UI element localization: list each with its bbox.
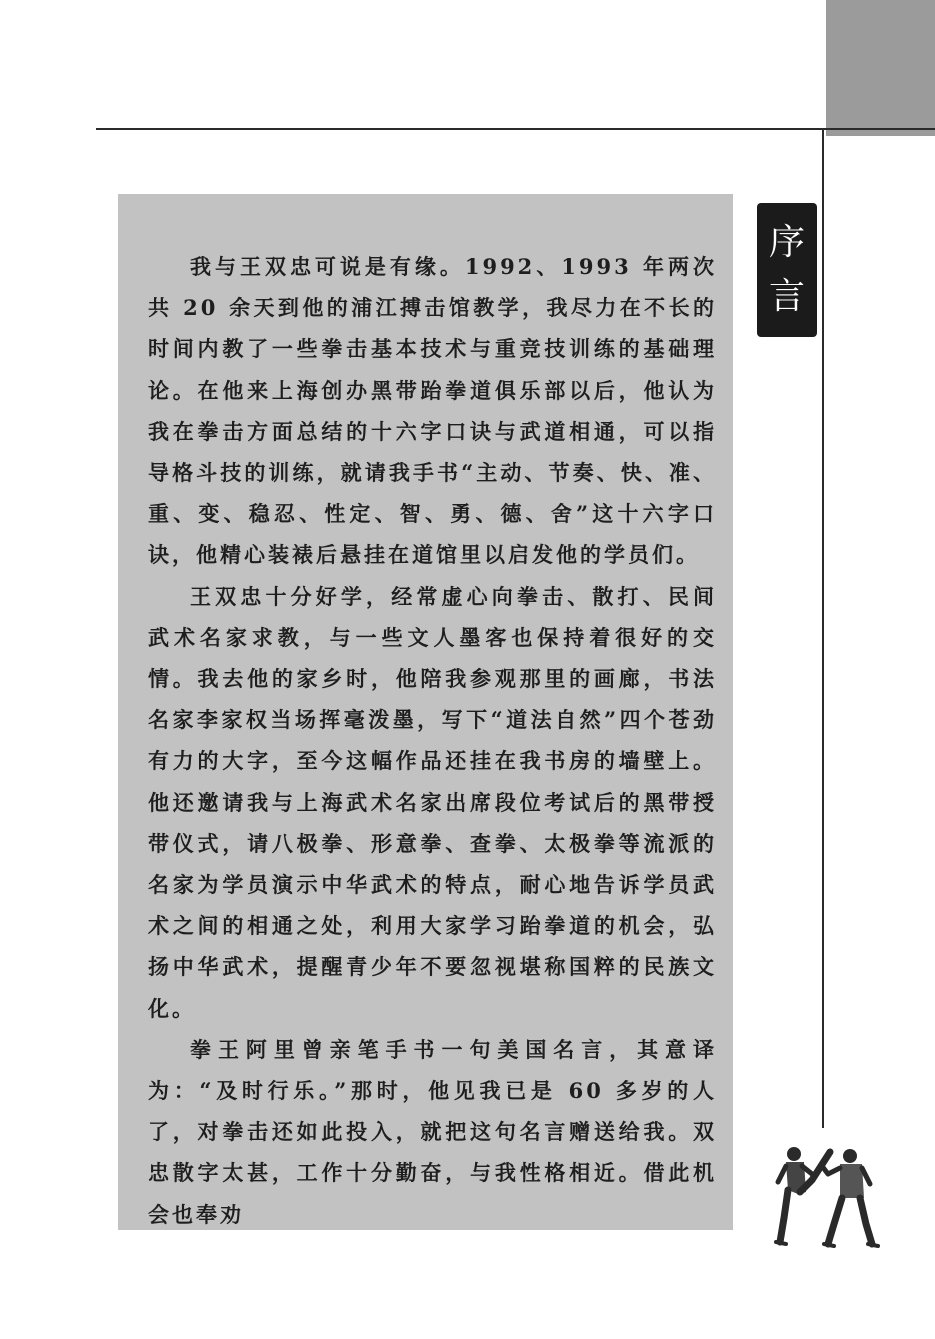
paragraph-2: 王双忠十分好学，经常虚心向拳击、散打、民间武术名家求教，与一些文人墨客也保持着很好的交情。我去他的家乡时，他陪我参观那里的画廊，书法名家李家权当场挥毫泼墨，写下“道法自然”四个苍劲有力的大字，至今这幅作品还挂在我书房的墙壁上。他还邀请我与上海武术名家出席段位考试后的黑带授带仪式，请八极拳、形意拳、查拳、太极拳等流派的名家为学员演示中华武术的特点，耐心地告诉学员武术之间的相通之处，利用大家学习跆拳道的机会，弘扬中华武术，提醒青少年不要忽视堪称国粹的民族文化。 (148, 583, 717, 1021)
corner-gray-block (826, 0, 935, 136)
header-rule (96, 128, 935, 130)
margin-rule (822, 130, 824, 1128)
paragraph-1: 我与王双忠可说是有缘。1992、1993 年两次共 20 余天到他的浦江搏击馆教学，我尽力在不长的时间内教了一些拳击基本技术与重竞技训练的基础理论。在他来上海创办黑带跆拳道俱乐部以后，他认为我在拳击方面总结的十六字口诀与武道相通，可以指导格斗技的训练，就请我手书“主动、节奏、快、准、重、变、稳忍、性定、智、勇、德、舍”这十六字口诀，他精心装裱后悬挂在道馆里以启发他的学员们。 (148, 254, 718, 568)
taekwondo-fighters-icon (772, 1140, 882, 1250)
paragraph-3: 拳王阿里曾亲笔手书一句美国名言，其意译为：“及时行乐。”那时，他见我已是 60 多岁的人了，对拳击还如此投入，就把这句名言赠送给我。双忠散字太甚，工作十分勤奋，与我性格相近。借此机会也奉劝 (148, 1036, 717, 1227)
preface-section-tab (757, 203, 817, 337)
section-tab-char-1: 序 (768, 222, 805, 263)
section-tab-char-2: 言 (768, 276, 805, 317)
preface-text-panel (118, 194, 733, 1230)
